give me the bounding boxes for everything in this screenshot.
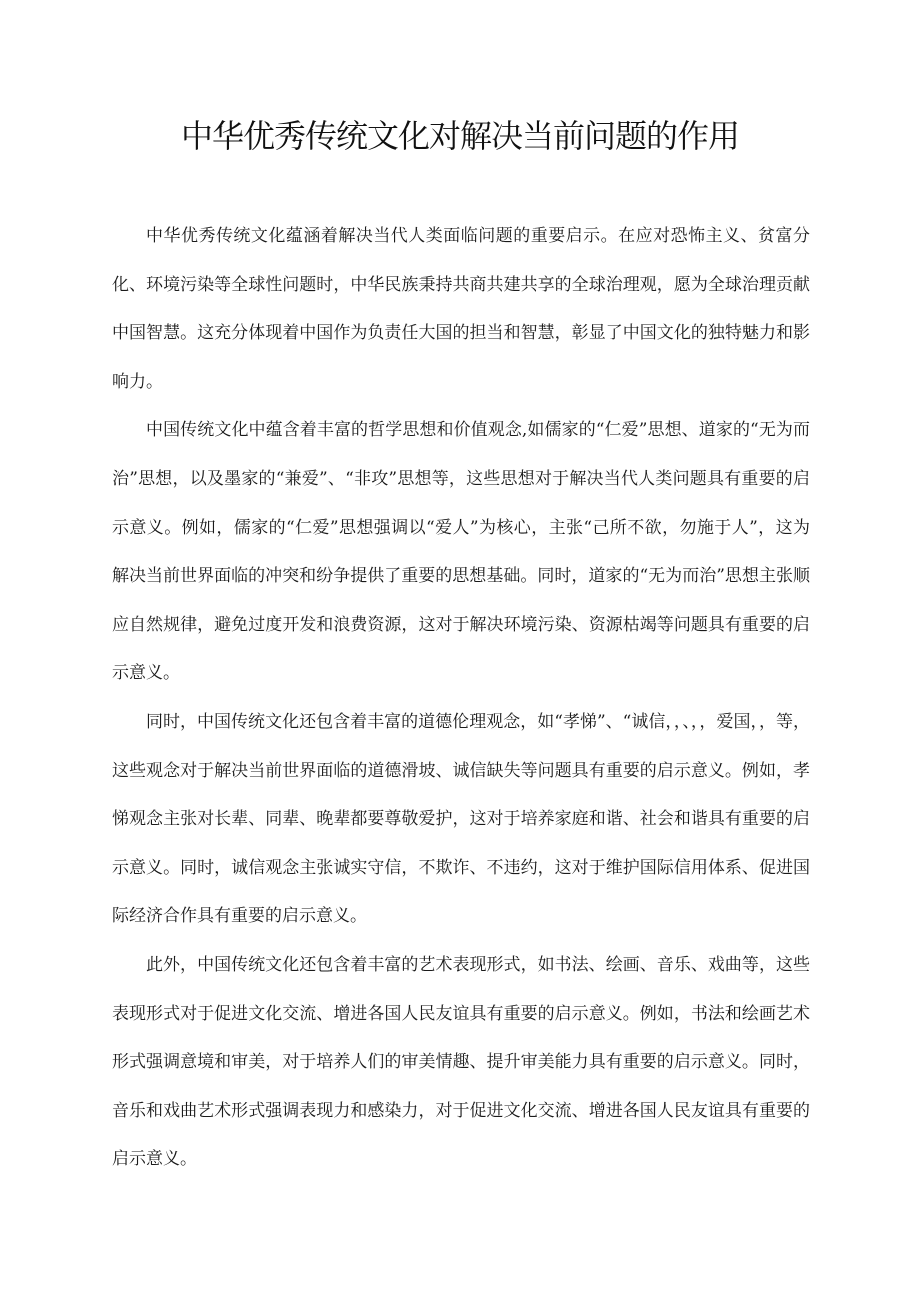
paragraph: 同时，中国传统文化还包含着丰富的道德伦理观念，如“孝悌”、“诚信，，、，，爱国，，等，这些观念对于解决当前世界面临的道德滑坡、诚信缺失等问题具有重要的启示意义。例如，孝悌观念主张对长辈、同辈、晚辈都要尊敬爱护，这对于培养家庭和谐、社会和谐具有重要的启示意义。同时，诚信观念主张诚实守信，不欺诈、不违约，这对于维护国际信用体系、促进国际经济合作具有重要的启示意义。	[112, 711, 810, 927]
document-body	[112, 212, 810, 1184]
paragraph: 此外，中国传统文化还包含着丰富的艺术表现形式，如书法、绘画、音乐、戏曲等，这些表现形式对于促进文化交流、增进各国人民友谊具有重要的启示意义。例如，书法和绘画艺术形式强调意境和审美，对于培养人们的审美情趣、提升审美能力具有重要的启示意义。同时，音乐和戏曲艺术形式强调表现力和感染力，对于促进文化交流、增进各国人民友谊具有重要的启示意义。	[112, 954, 810, 1170]
document-title: 中华优秀传统文化对解决当前问题的作用	[180, 117, 739, 155]
paragraph: 中华优秀传统文化蕴涵着解决当代人类面临问题的重要启示。在应对恐怖主义、贫富分化、环境污染等全球性问题时，中华民族秉持共商共建共享的全球治理观，愿为全球治理贡献中国智慧。这充分体现着中国作为负责任大国的担当和智慧，彰显了中国文化的独特魅力和影响力。	[112, 226, 810, 392]
paragraph: 中国传统文化中蕴含着丰富的哲学思想和价值观念,如儒家的“仁爱”思想、道家的“无为而治”思想，以及墨家的“兼爱”、“非攻”思想等，这些思想对于解决当代人类问题具有重要的启示意义。例如，儒家的“仁爱”思想强调以“爱人”为核心，主张“己所不欲，勿施于人”，这为解决当前世界面临的冲突和纷争提供了重要的思想基础。同时，道家的“无为而治”思想主张顺应自然规律，避免过度开发和浪费资源，这对于解决环境污染、资源枯竭等问题具有重要的启示意义。	[112, 420, 810, 684]
